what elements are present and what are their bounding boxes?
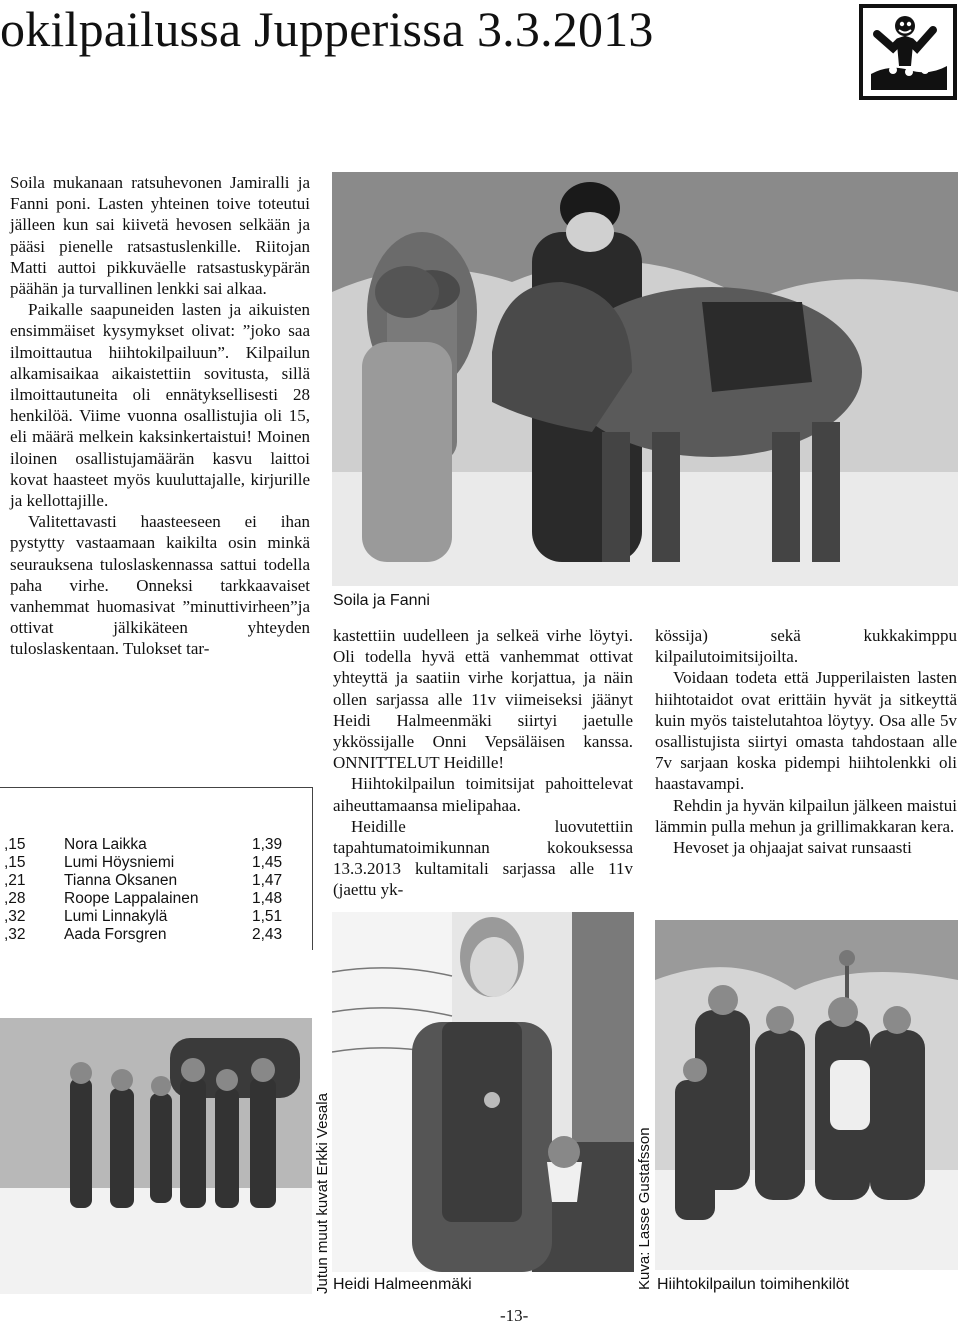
photo-credit: Jutun muut kuvat Erkki Vesala <box>314 1093 331 1294</box>
article-column-left <box>10 172 310 660</box>
results-table <box>4 836 282 944</box>
table-row: ,15 Lumi Höysniemi 1,45 <box>4 854 283 871</box>
paragraph: Soila mukanaan ratsuhevonen Jamiralli ja Fanni poni. Lasten yhteinen toive toteutui jälleen kun sai kiivetä hevosen selkään ja pääsi pienelle ratsastuslenkille. Riitojan Matti auttoi pikkuväelle ratsastuskypärän päähän ja turvallinen lenkki sai alkaa. <box>10 173 310 299</box>
table-row: ,21 Tianna Oksanen 1,47 <box>4 872 283 889</box>
paragraph: Rehdin ja hyvän kilpailun jälkeen maistui lämmin pulla mehun ja grillimakkaran kera. <box>655 795 957 836</box>
paragraph: Valitettavasti haasteeseen ei ihan pystytty vastaamaan kaikilta osin minkä seurauksena tuloslaskennassa sattui todella paha virhe. Onneksi tarkkaavaiset vanhemmat huomasivat ”minuttivirheen”ja ottivat jälkikäteen yhteyden tuloslaskentaan. Tulokset tar- <box>10 512 310 659</box>
article-column-right <box>655 625 957 858</box>
club-logo-icon <box>859 4 957 100</box>
table-row: ,28 Roope Lappalainen 1,48 <box>4 890 283 907</box>
article-column-middle <box>333 625 633 901</box>
officials-photo <box>655 920 958 1270</box>
photo-credit: Kuva: Lasse Gustafsson <box>636 1127 653 1290</box>
officials-photo-caption: Hiihtokilpailun toimihenkilöt <box>657 1276 850 1293</box>
pony-photo <box>332 172 958 586</box>
heidi-photo-caption: Heidi Halmeenmäki <box>333 1276 472 1293</box>
table-row: ,32 Lumi Linnakylä 1,51 <box>4 908 283 925</box>
paragraph: Hevoset ja ohjaajat saivat runsaasti <box>673 838 912 858</box>
pony-photo-caption: Soila ja Fanni <box>333 592 430 609</box>
paragraph: Paikalle saapuneiden lasten ja aikuisten ensimmäiset kysymykset olivat: ”joko saa ilmoittautua hiihtokilpailuun”. Kilpailun alkamisaikaa aikaistettiin sovitusta, sillä ilmoittautuneita oli ennätyksellisesti 28 henkilöä. Viime vuonna osallistujia oli 15, eli määrä melkein kaksinkertaistui! Moinen iloinen osallistujamäärän kasvu laittoi kovat haasteet myös kuuluttajalle, kirjurille ja kellottajille. <box>10 300 310 511</box>
paragraph: kastettiin uudelleen ja selkeä virhe löytyi. Oli todella hyvä että vanhemmat ottivat yhteyttä ja saatiin virhe korjattua, ja näin ollen sarjassa alle 11v viimeiseksi jäänyt Heidi Halmeenmäki siirtyi jaetulle ykkössijalle Onni Vepsäläisen kanssa. ONNITTELUT Heidille! <box>333 626 633 773</box>
paragraph: Hiihtokilpailun toimitsijat pahoittelevat aiheuttamaansa mielipahaa. <box>333 774 633 815</box>
paragraph: Heidille luovutettiin tapahtumatoimikunnan kokouksessa 13.3.2013 kultamitali sarjassa alle 11v (jaettu yk- <box>333 816 633 900</box>
paragraph: kössija) sekä kukkakimppu kilpailutoimitsijoilta. <box>655 626 957 667</box>
paragraph: Voidaan todeta että Jupperilaisten lasten hiihtotaidot ovat erittäin hyvät ja sitkeyttä kuin myös taistelutahtoa löytyy. Osa alle 5v osallistujista siirtyi omasta tahdostaan alle 7v sarjaan koska pidempi hiihtolenkki oli haastavampi. <box>655 668 957 794</box>
page-number: -13- <box>500 1306 529 1325</box>
table-row: ,15 Nora Laikka 1,39 <box>4 836 283 853</box>
article-title: okilpailussa Jupperissa 3.3.2013 <box>0 1 654 57</box>
skiers-photo <box>0 1018 312 1294</box>
heidi-photo <box>332 912 634 1272</box>
table-row: ,32 Aada Forsgren 2,43 <box>4 926 283 943</box>
